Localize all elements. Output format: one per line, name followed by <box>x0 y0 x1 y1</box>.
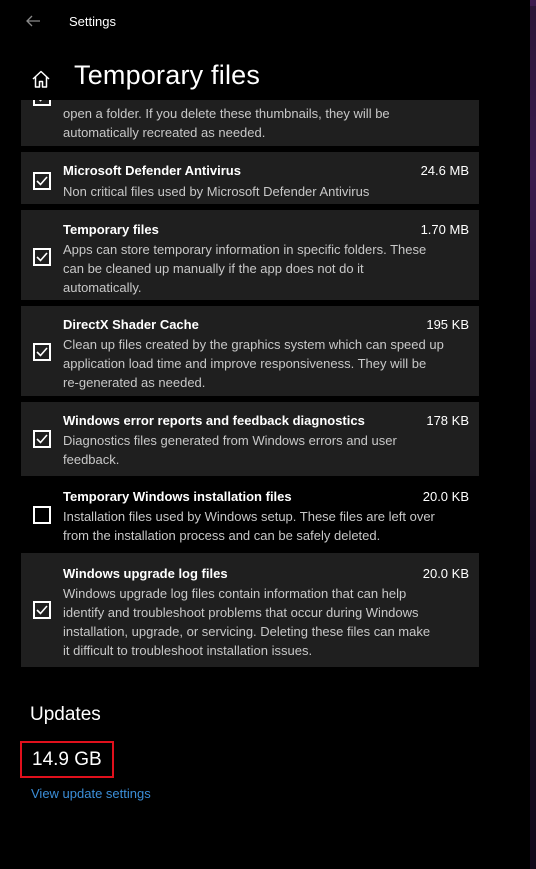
item-description-line: Non critical files used by Microsoft Defender Antivirus <box>63 184 370 199</box>
list-item[interactable] <box>21 100 479 146</box>
list-item[interactable] <box>21 306 479 396</box>
item-size: 24.6 MB <box>420 163 469 178</box>
page-title: Temporary files <box>74 60 261 90</box>
item-title: DirectX Shader Cache <box>63 317 199 332</box>
item-description <box>63 240 473 297</box>
list-item[interactable] <box>21 210 479 300</box>
page-header <box>8 56 530 100</box>
item-description <box>63 182 473 201</box>
updates-size: 14.9 GB <box>32 749 102 770</box>
item-description-line: application load time and improve responsiveness. They will be <box>63 356 427 371</box>
item-description-line: open a folder. If you delete these thumbnails, they will be <box>63 106 390 121</box>
item-description-line: Diagnostics files generated from Windows errors and user <box>63 433 397 448</box>
item-description <box>63 431 473 469</box>
item-size: 20.0 KB <box>422 566 469 581</box>
list-item[interactable] <box>21 553 479 667</box>
item-size: 195 KB <box>426 317 469 332</box>
item-checkbox[interactable] <box>33 601 51 619</box>
item-description-line: Installation files used by Windows setup. These files are left over <box>63 509 435 524</box>
item-description-line: it difficult to troubleshoot installation issues. <box>63 643 313 658</box>
updates-section-title: Updates <box>30 704 101 725</box>
item-checkbox[interactable] <box>33 100 51 106</box>
item-description <box>63 335 473 392</box>
item-description-line: automatically recreated as needed. <box>63 125 266 140</box>
item-title: Windows error reports and feedback diagnostics <box>63 413 365 428</box>
item-title: Microsoft Defender Antivirus <box>63 163 241 178</box>
item-description-line: re-generated as needed. <box>63 375 206 390</box>
item-checkbox[interactable] <box>33 172 51 190</box>
list-item[interactable] <box>21 402 479 476</box>
item-description-line: installation, upgrade, or servicing. Deleting these files can make <box>63 624 431 639</box>
app-title: Settings <box>69 14 116 29</box>
item-checkbox[interactable] <box>33 506 51 524</box>
item-title: Windows upgrade log files <box>63 566 228 581</box>
item-checkbox[interactable] <box>33 343 51 361</box>
item-title: Temporary files <box>63 222 159 237</box>
item-description-line: from the installation process and can be safely deleted. <box>63 528 381 543</box>
item-size: 1.70 MB <box>420 222 469 237</box>
item-description-line: Apps can store temporary information in specific folders. These <box>63 242 427 257</box>
item-description <box>63 584 473 660</box>
item-description-line: automatically. <box>63 280 142 295</box>
title-bar <box>8 0 530 44</box>
updates-size-highlight <box>20 741 114 778</box>
item-description-line: Windows upgrade log files contain information that can help <box>63 586 407 601</box>
item-description-line: feedback. <box>63 452 120 467</box>
item-description <box>63 507 473 545</box>
item-title: Temporary Windows installation files <box>63 489 292 504</box>
settings-window <box>8 0 530 869</box>
list-item[interactable] <box>21 482 479 552</box>
item-description-line: Clean up files created by the graphics system which can speed up <box>63 337 444 352</box>
item-description <box>63 104 473 142</box>
item-size: 20.0 KB <box>422 489 469 504</box>
home-icon[interactable] <box>30 68 52 90</box>
back-arrow-icon[interactable] <box>24 12 42 30</box>
item-checkbox[interactable] <box>33 248 51 266</box>
item-description-line: can be cleaned up manually if the app does not do it <box>63 261 364 276</box>
item-checkbox[interactable] <box>33 430 51 448</box>
list-item[interactable] <box>21 152 479 204</box>
item-size: 178 KB <box>426 413 469 428</box>
item-description-line: identify and troubleshoot problems that occur during Windows <box>63 605 419 620</box>
view-update-settings-link[interactable]: View update settings <box>31 786 151 801</box>
